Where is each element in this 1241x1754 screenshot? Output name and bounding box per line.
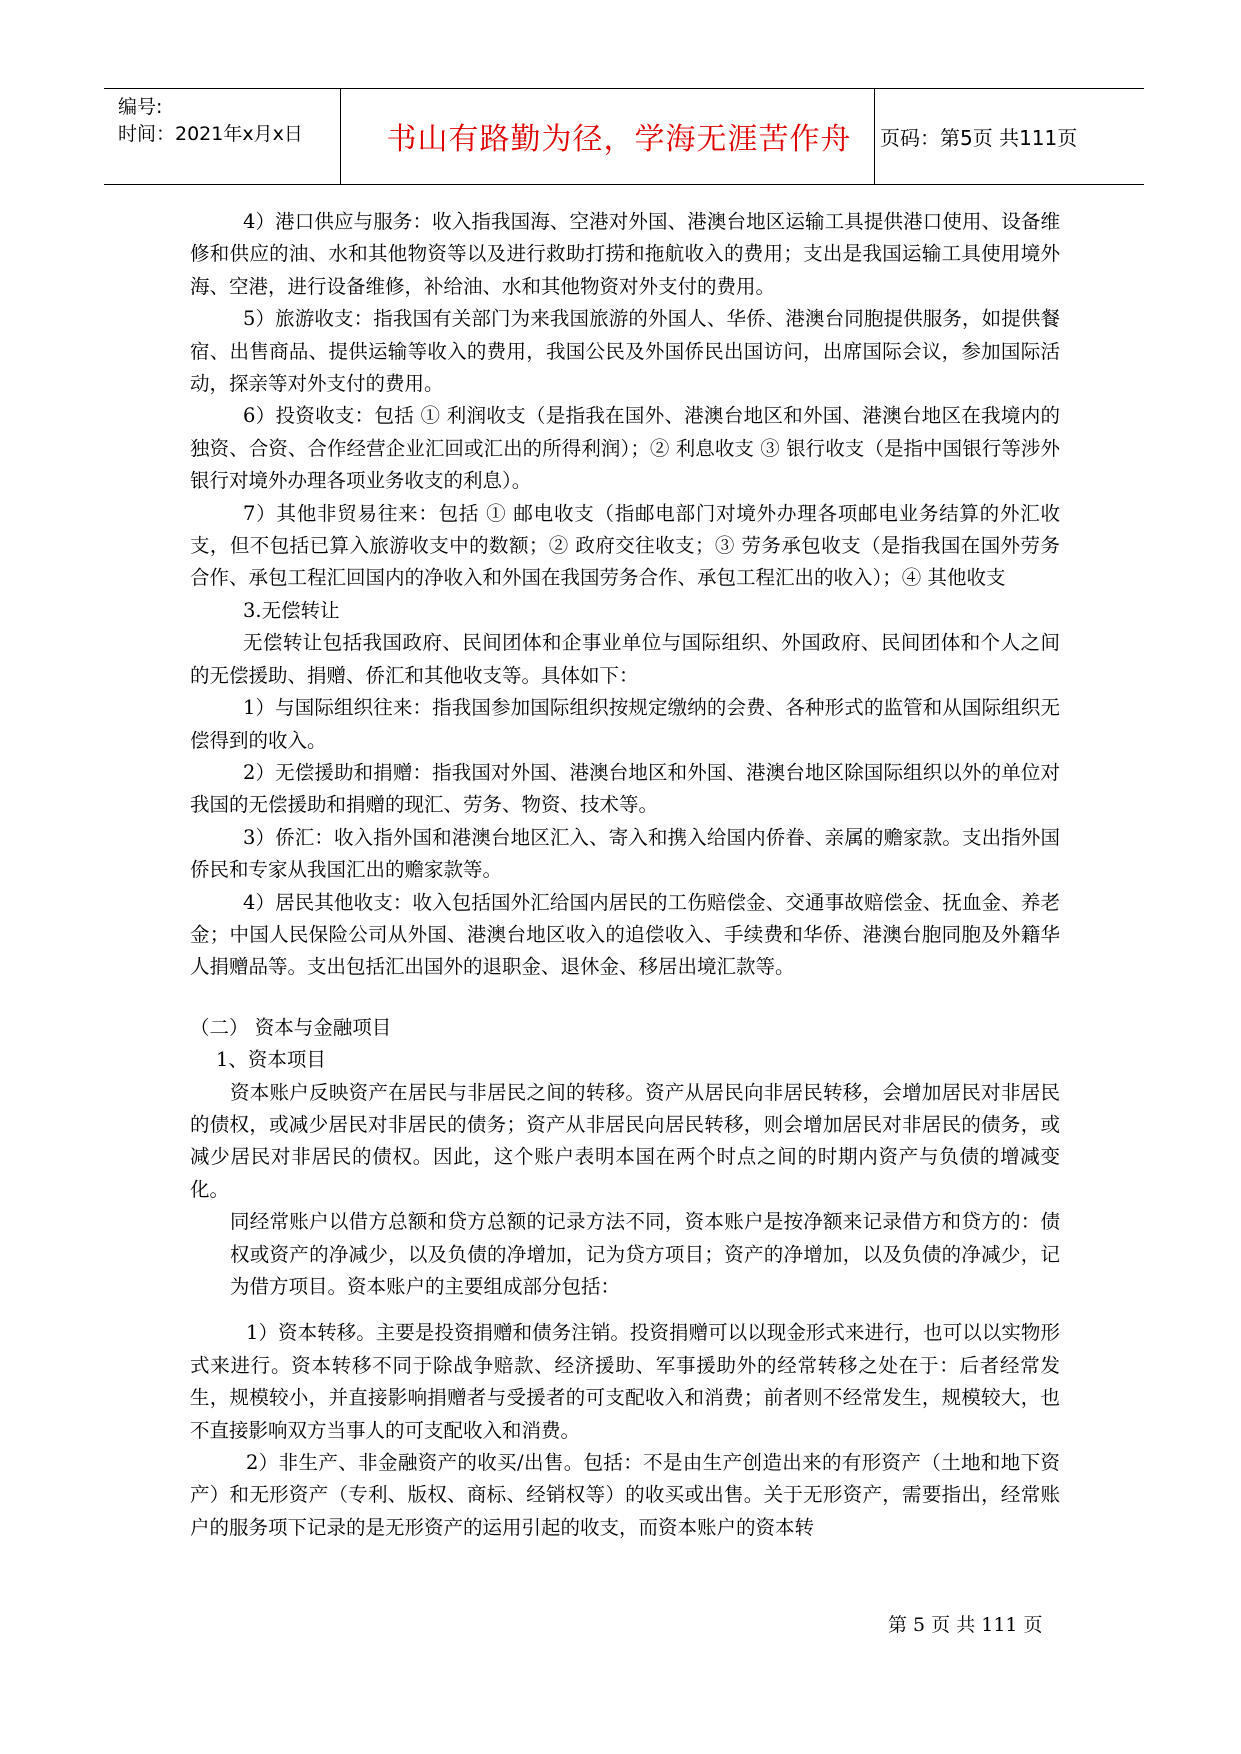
paragraph: 1）资本转移。主要是投资捐赠和债务注销。投资捐赠可以以现金形式来进行，也可以以实物形式来进行。资本转移不同于除战争赔款、经济援助、军事援助外的经常转移之处在于：后者经常发生，规模较小，并直接影响捐赠者与受援者的可支配收入和消费；前者则不经常发生，规模较大，也不直接影响双方当事人的可支配收入和消费。 <box>190 1321 1060 1442</box>
paragraph: 资本账户反映资产在居民与非居民之间的转移。资产从居民向非居民转移，会增加居民对非居民的债权，或减少居民对非居民的债务；资产从非居民向居民转移，则会增加居民对非居民的债务，或减少居民对非居民的债权。因此，这个账户表明本国在两个时点之间的时期内资产与负债的增减变化。 <box>190 1080 1060 1201</box>
page-footer: 第 5 页 共 111 页 <box>888 1614 1043 1636</box>
time-label: 时间：2021年x月x日 <box>118 123 303 145</box>
document-body <box>190 206 1060 1544</box>
paragraph: 5）旅游收支：指我国有关部门为来我国旅游的外国人、华侨、港澳台同胞提供服务，如提供餐宿、出售商品、提供运输等收入的费用，我国公民及外国侨民出国访问，出席国际会议，参加国际活动，探亲等对外支付的费用。 <box>190 307 1060 396</box>
paragraph: 4）居民其他收支：收入包括国外汇给国内居民的工伤赔偿金、交通事故赔偿金、抚血金、养老金；中国人民保险公司从外国、港澳台地区收入的追偿收入、手续费和华侨、港澳台胞同胞及外籍华人捐赠品等。支出包括汇出国外的退职金、退休金、移居出境汇款等。 <box>190 890 1060 979</box>
header-page-code: 页码：第5页 共111页 <box>880 125 1078 150</box>
paragraph: 4）港口供应与服务：收入指我国海、空港对外国、港澳台地区运输工具提供港口使用、设备维修和供应的油、水和其他物资等以及进行救助打捞和拖航收入的费用；支出是我国运输工具使用境外海、空港，进行设备维修，补给油、水和其他物资对外支付的费用。 <box>190 210 1060 298</box>
header-motto: 书山有路勤为径，学海无涯苦作舟 <box>386 122 852 157</box>
paragraph: 6）投资收支：包括 ① 利润收支（是指我在国外、港澳台地区和外国、港澳台地区在我境内的独资、合资、合作经营企业汇回或汇出的所得利润）；② 利息收支 ③ 银行收支（是指中国银行等涉外银行对境外办理各项业务收支的利息）。 <box>190 404 1060 493</box>
section-heading: （二） 资本与金融项目 <box>190 1015 392 1039</box>
paragraph: 2）非生产、非金融资产的收买/出售。包括：不是由生产创造出来的有形资产（土地和地下资产）和无形资产（专利、版权、商标、经销权等）的收买或出售。关于无形资产，需要指出，经常账户的服务项下记录的是无形资产的运用引起的收支，而资本账户的资本转 <box>190 1451 1060 1539</box>
header-bottom-rule <box>104 184 1144 185</box>
paragraph: 1）与国际组织往来：指我国参加国际组织按规定缴纳的会费、各种形式的监管和从国际组织无偿得到的收入。 <box>190 696 1060 752</box>
section-heading: 3.无偿转让 <box>243 598 340 622</box>
paragraph: 无偿转让包括我国政府、民间团体和企事业单位与国际组织、外国政府、民间团体和个人之间的无偿援助、捐赠、侨汇和其他收支等。具体如下： <box>190 631 1060 687</box>
page-header <box>104 88 1144 184</box>
subsection-heading: 1、资本项目 <box>216 1048 326 1072</box>
header-divider-left <box>340 88 341 184</box>
paragraph: 2）无偿援助和捐赠：指我国对外国、港澳台地区和外国、港澳台地区除国际组织以外的单位对我国的无偿援助和捐赠的现汇、劳务、物资、技术等。 <box>190 760 1060 817</box>
paragraph: 3）侨汇：收入指外国和港澳台地区汇入、寄入和携入给国内侨眷、亲属的赡家款。支出指外国侨民和专家从我国汇出的赡家款等。 <box>190 825 1060 882</box>
paragraph: 7）其他非贸易往来：包括 ① 邮电收支（指邮电部门对境外办理各项邮电业务结算的外汇收支，但不包括已算入旅游收支中的数额；② 政府交往收支；③ 劳务承包收支（是指我国在国外劳务合作、承包工程汇回国内的净收入和外国在我国劳务合作、承包工程汇出的收入）；④ 其他收支 <box>190 501 1060 590</box>
header-meta <box>118 94 303 148</box>
serial-label: 编号: <box>118 96 163 118</box>
paragraph: 同经常账户以借方总额和贷方总额的记录方法不同，资本账户是按净额来记录借方和贷方的：债权或资产的净减少，以及负债的净增加，记为贷方项目；资产的净增加，以及负债的净减少，记为借方项目。资本账户的主要组成部分包括： <box>230 1210 1060 1298</box>
